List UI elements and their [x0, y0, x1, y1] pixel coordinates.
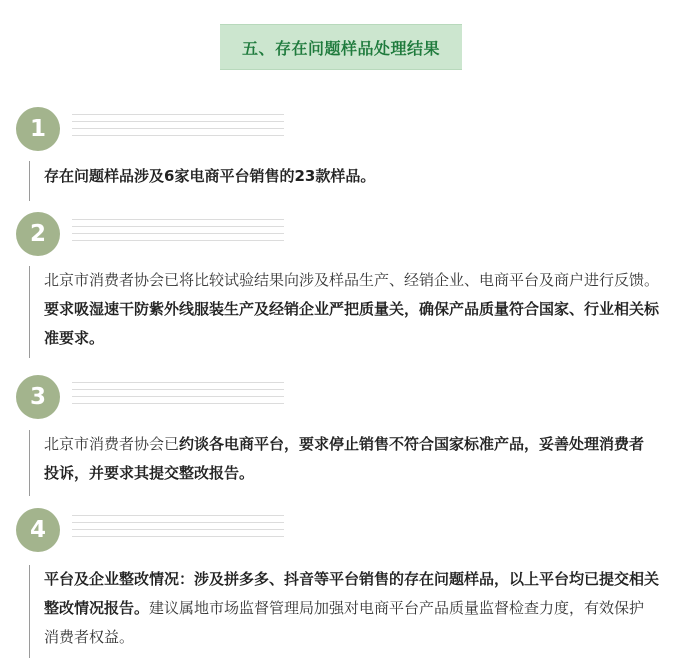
item-text-segment-bold: 要求吸湿速干防紫外线服装生产及经销企业严把质量关，确保产品质量符合国家、行业相关标准要求。	[44, 300, 660, 347]
item-text	[29, 266, 659, 358]
item-text-segment: 存在问题样品涉及6家电商平台销售的23款样品。	[44, 167, 376, 185]
section-title: 五、存在问题样品处理结果	[241, 38, 440, 58]
decorative-lines	[72, 382, 284, 410]
item-number-badge: 3	[16, 375, 60, 419]
decorative-lines	[72, 114, 284, 142]
item-text	[29, 161, 659, 201]
item-text-segment: 北京市消费者协会已将比较试验结果向涉及样品生产、经销企业、电商平台及商户进行反馈。	[44, 271, 660, 289]
item-text	[29, 565, 659, 658]
item-number-badge: 4	[16, 508, 60, 552]
decorative-lines	[72, 219, 284, 247]
item-text	[29, 430, 659, 496]
item-text-segment: 建议属地市场监督管理局加强对电商平台产品质量监督检查力度，有效保护消费者权益。	[44, 599, 645, 646]
decorative-lines	[72, 515, 284, 543]
item-text-segment-bold: 约谈各电商平台，要求停止销售不符合国家标准产品，妥善处理消费者投诉，并要求其提交整改报告。	[44, 435, 645, 482]
item-text-segment-bold: 平台及企业整改情况：涉及拼多多、抖音等平台销售的存在问题样品，以上平台均已提交相关整改情况报告。	[44, 570, 660, 617]
item-text-segment: 北京市消费者协会已	[44, 435, 180, 453]
item-number-badge: 1	[16, 107, 60, 151]
section-title-banner	[220, 24, 462, 70]
item-number-badge: 2	[16, 212, 60, 256]
